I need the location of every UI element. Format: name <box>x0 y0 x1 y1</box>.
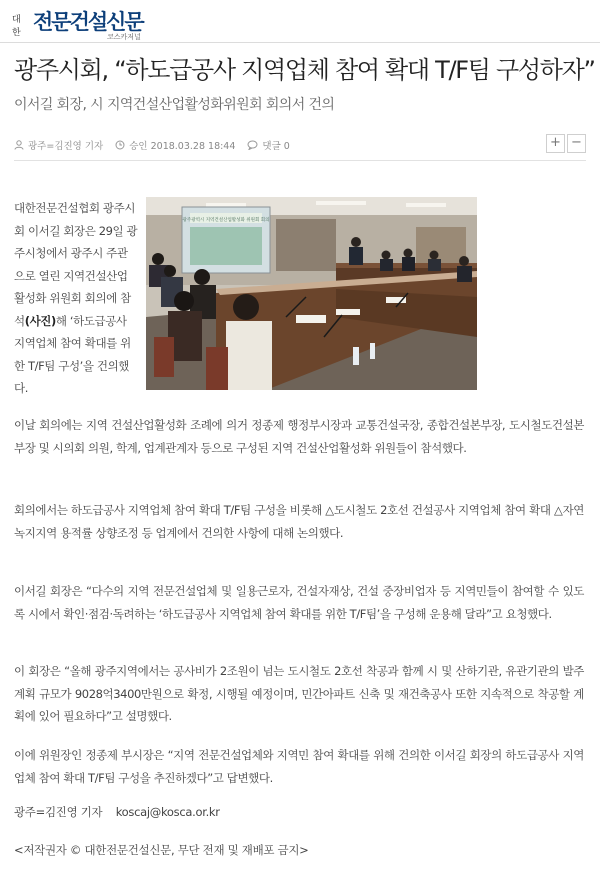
byline-email[interactable]: koscaj@kosca.or.kr <box>115 805 220 819</box>
byline-name: 광주=김진영 기자 <box>14 805 103 819</box>
intro-text-1: 대한전문건설협회 광주시회 이서길 회장은 29일 광주시청에서 광주시 주관으로 열린 지역건설산업활성화 위원회 회의에 참석 <box>14 201 138 328</box>
meta-reporter[interactable] <box>14 138 103 152</box>
masthead-divider <box>0 42 600 43</box>
person-icon <box>14 140 24 150</box>
article-paragraph: 이에 위원장인 정종제 부시장은 “지역 전문건설업체와 지역민 참여 확대를 위해 건의한 이서길 회장의 하도급공사 지역업체 참여 확대 T/F팀 구성을 추진하겠다”고 답변했다. <box>14 748 584 785</box>
meta-reporter-text: 광주=김진영 기자 <box>28 141 104 152</box>
meta-comments-text: 댓글 0 <box>262 141 290 152</box>
comment-icon <box>247 140 258 150</box>
font-decrease-button[interactable]: − <box>567 134 586 153</box>
screen-text: 광주광역시 지역건설산업활성화 위원회 회의 <box>182 218 270 223</box>
font-size-controls <box>544 134 586 153</box>
logo-small-label: 대한 <box>12 15 21 38</box>
clock-icon <box>115 140 125 150</box>
article-paragraph: 이서길 회장은 “다수의 지역 전문건설업체 및 일용근로자, 건설자재상, 건설 중장비업자 등 지역민들이 참여할 수 있도록 시에서 확인·점검·독려하는 ‘하도급공사 지역업체 참여 확대를 위한 T/F팀’을 구성해 운용해 달라”고 요청했다. <box>14 584 584 621</box>
article-intro <box>14 197 138 400</box>
article-subhead: 이서길 회장, 시 지역건설산업활성화위원회 회의서 건의 <box>14 97 335 113</box>
font-increase-button[interactable]: + <box>546 134 565 153</box>
meeting-photo-illustration <box>146 197 477 390</box>
meta-approved-text: 승인 2018.03.28 18:44 <box>129 141 236 152</box>
article-meta <box>14 136 302 154</box>
article-paragraph: 회의에서는 하도급공사 지역업체 참여 확대 T/F팀 구성을 비롯해 △도시철도 2호선 건설공사 지역업체 참여 확대 △자연녹지지역 용적률 상향조정 등 업계에서 건의한 사항에 대해 논의했다. <box>14 503 584 540</box>
article-byline <box>14 804 220 820</box>
copyright-notice: <저작권자 © 대한전문건설신문, 무단 전재 및 재배포 금지> <box>14 843 309 857</box>
meta-approved <box>115 138 235 152</box>
article-photo[interactable] <box>146 197 477 390</box>
meta-comments[interactable] <box>247 138 289 152</box>
article-paragraph: 이날 회의에는 지역 건설산업활성화 조례에 의거 정종제 행정부시장과 교통건설국장, 종합건설본부장, 도시철도건설본부장 및 시의회 의원, 학계, 업계관계자 등으로 구성된 지역 건설산업활성화 위원들이 참석했다. <box>14 418 584 455</box>
intro-text-2: 해 ‘하도급공사 지역업체 참여 확대를 위한 T/F팀 구성’을 건의했다. <box>14 313 131 395</box>
article-headline: 광주시회, “하도급공사 지역업체 참여 확대 T/F팀 구성하자” <box>14 56 595 84</box>
meta-divider <box>14 160 586 161</box>
article-paragraph: 이 회장은 “올해 광주지역에서는 공사비가 2조원이 넘는 도시철도 2호선 착공과 함께 시 및 산하기관, 유관기관의 발주계획 규모가 9028억3400만원으로 확정, 시행될 예정이며, 민간아파트 신축 및 재건축공사 또한 지속적으로 착공할 계획에 있어 필요하다”고 설명했다. <box>14 664 584 723</box>
photo-reference: (사진) <box>24 313 56 328</box>
logo-name: 전문건설신문 <box>33 10 143 34</box>
logo-sub-label: 코스카저널 <box>107 33 141 41</box>
